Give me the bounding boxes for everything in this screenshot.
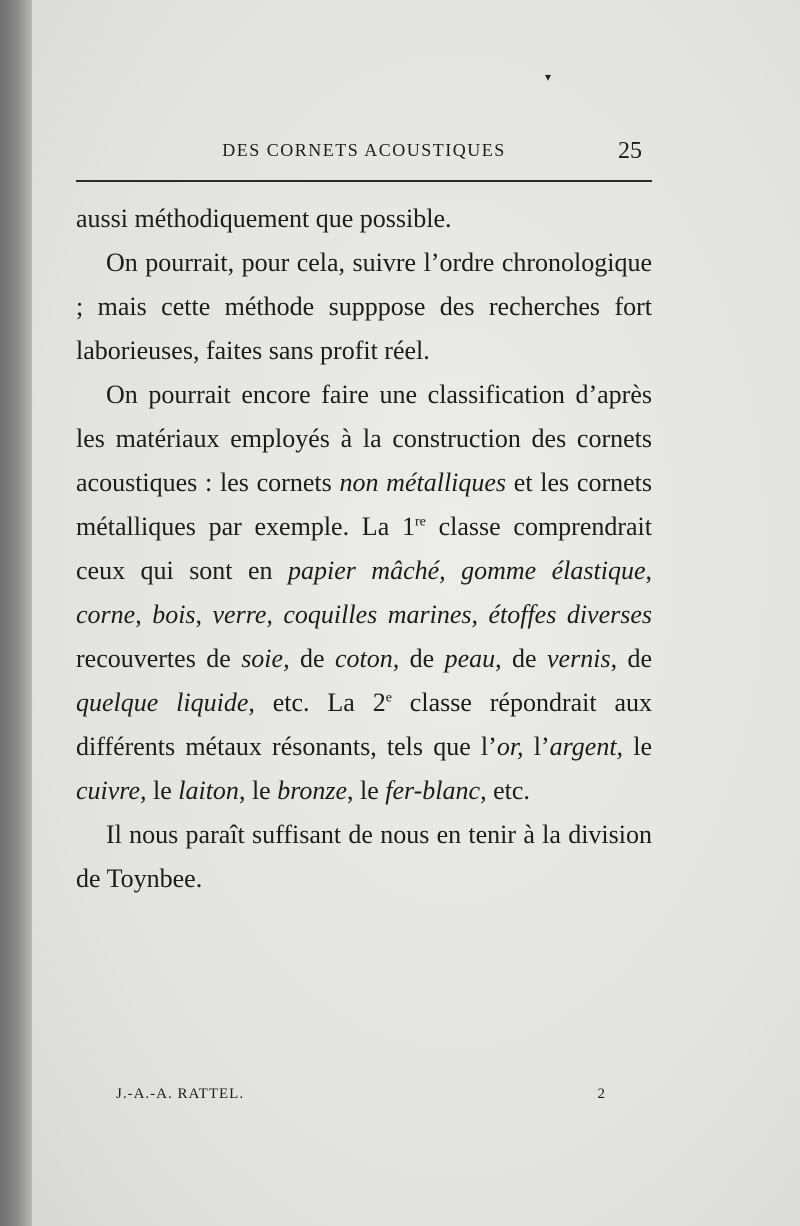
italic-term: fer-blanc xyxy=(385,776,481,805)
paragraph-continuation: aussi méthodiquement que possible. xyxy=(76,204,452,233)
ordinal: 1 xyxy=(401,512,415,541)
italic-term: argent, xyxy=(549,732,624,761)
italic-term: laiton xyxy=(178,776,239,805)
body-text xyxy=(76,197,652,901)
paragraph: On pourrait, pour cela, suivre l’ordre chronologique ; mais cette méthode supppose des recherches fort laborieuses, faites sans profit réel. xyxy=(76,248,652,365)
header-rule xyxy=(76,180,652,182)
italic-term: quelque liquide, xyxy=(76,688,255,717)
italic-term: bronze xyxy=(277,776,348,805)
paragraph: Il nous paraît suffisant de nous en tenir à la division de Toynbee. xyxy=(76,820,652,893)
italic-term: bois xyxy=(152,600,196,629)
paragraph: On pourrait encore faire une classification d’après les matériaux employés à la construction des cornets acoustiques : les cornets non métalliques et les cornets métalliques par exemple. La 1re classe comprendrait ceux qui sont en papier mâché, gomme élastique, corne, bois, verre, coquilles marines, étoffes diverses recouvertes de soie, de coton, de peau, de vernis, de quelque liquide, etc. La 2e classe répondrait aux différents métaux résonants, tels que l’or, l’argent, le cuivre, le laiton, le bronze, le fer-blanc, etc. xyxy=(76,380,653,805)
ordinal-suffix: e xyxy=(385,690,392,706)
italic-term: papier mâché, gomme élastique xyxy=(287,556,646,585)
ordinal: 2 xyxy=(372,688,386,717)
running-head-title: DES CORNETS ACOUSTIQUES xyxy=(222,140,506,160)
italic-term: non métalliques xyxy=(339,468,507,497)
italic-term: verre, coquilles marines, étoffes diverses xyxy=(212,600,653,629)
italic-term: or, xyxy=(496,732,524,761)
ordinal-suffix: re xyxy=(414,514,426,530)
book-spine-shadow xyxy=(0,0,32,1226)
author-signature: J.-A.-A. RATTEL. xyxy=(116,1086,245,1102)
italic-term: vernis xyxy=(547,644,611,673)
italic-term: soie, xyxy=(241,644,290,673)
italic-term: cuivre, xyxy=(76,776,147,805)
italic-term: coton, xyxy=(334,644,400,673)
sheet-number: 2 xyxy=(597,1086,606,1102)
printer-mark: ▾ xyxy=(545,70,552,84)
page-number: 25 xyxy=(618,138,642,164)
italic-term: peau xyxy=(444,644,496,673)
running-header xyxy=(76,140,652,168)
italic-term: corne xyxy=(76,600,136,629)
